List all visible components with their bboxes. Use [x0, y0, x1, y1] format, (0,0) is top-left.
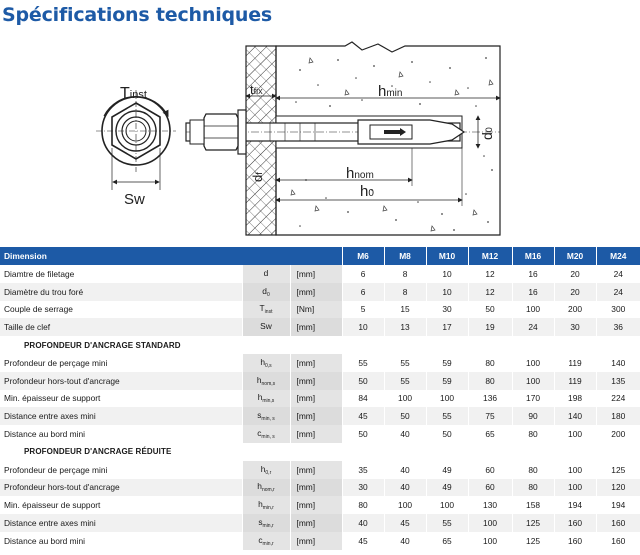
table-cell-value: 65 — [468, 425, 512, 443]
table-cell-value: 20 — [554, 265, 596, 283]
table-cell-value: 35 — [342, 461, 384, 479]
table-row — [0, 318, 640, 336]
row-symbol — [242, 265, 290, 283]
size-header: M24 — [596, 247, 640, 265]
table-cell-value: 50 — [426, 425, 468, 443]
table-cell-value: 160 — [554, 514, 596, 532]
row-label: Profondeur de perçage mini — [0, 354, 242, 372]
table-cell-value: 80 — [512, 461, 554, 479]
table-cell-value: 40 — [342, 514, 384, 532]
table-cell-value: 12 — [468, 265, 512, 283]
symbol-text: c — [258, 534, 263, 545]
row-symbol — [242, 283, 290, 301]
table-cell-value: 13 — [384, 318, 426, 336]
symbol-subscript: min,r — [262, 523, 274, 530]
row-label: Min. épaisseur de support — [0, 390, 242, 408]
table-row — [0, 496, 640, 514]
table-cell-value: 30 — [342, 479, 384, 497]
table-cell-value: 55 — [384, 354, 426, 372]
symbol-text: h — [260, 463, 266, 474]
size-header: M8 — [384, 247, 426, 265]
table-cell-value: 24 — [596, 265, 640, 283]
table-cell-value: 8 — [384, 283, 426, 301]
symbol-subscript: min,r — [262, 505, 274, 512]
table-row — [0, 354, 640, 372]
symbol-text: h — [257, 481, 262, 492]
table-cell-value: 100 — [554, 461, 596, 479]
symbol-text: s — [258, 517, 263, 528]
row-symbol — [242, 425, 290, 443]
row-symbol — [242, 354, 290, 372]
table-cell-value: 65 — [426, 532, 468, 550]
hnom-label: hnom — [346, 165, 374, 182]
table-row — [0, 479, 640, 497]
symbol-text: h — [257, 392, 263, 403]
table-cell-value: 119 — [554, 372, 596, 390]
section-header-row — [0, 336, 640, 354]
symbol-text: h — [256, 374, 262, 385]
symbol-text: d — [263, 267, 269, 278]
table-cell-value: 75 — [468, 407, 512, 425]
size-header: M20 — [554, 247, 596, 265]
row-label: Diamtre de filetage — [0, 265, 242, 283]
table-cell-value: 59 — [426, 372, 468, 390]
df-label: df — [250, 172, 265, 182]
row-label: Couple de serrage — [0, 301, 242, 319]
tfix-label: tfix — [250, 82, 263, 97]
row-unit: [mm] — [290, 407, 342, 425]
row-symbol — [242, 301, 290, 319]
section-title: PROFONDEUR D'ANCRAGE STANDARD — [0, 336, 640, 354]
table-cell-value: 136 — [468, 390, 512, 408]
table-cell-value: 80 — [512, 479, 554, 497]
table-cell-value: 200 — [596, 425, 640, 443]
symbol-subscript: nom,r — [261, 487, 275, 494]
table-cell-value: 17 — [426, 318, 468, 336]
table-cell-value: 100 — [468, 532, 512, 550]
table-cell-value: 50 — [384, 407, 426, 425]
table-cell-value: 224 — [596, 390, 640, 408]
size-header: M12 — [468, 247, 512, 265]
table-cell-value: 100 — [512, 301, 554, 319]
table-cell-value: 50 — [342, 425, 384, 443]
table-cell-value: 45 — [342, 407, 384, 425]
torque-label: Tinst — [120, 85, 147, 102]
row-label: Distance entre axes mini — [0, 514, 242, 532]
table-cell-value: 90 — [512, 407, 554, 425]
table-cell-value: 125 — [512, 532, 554, 550]
dimension-header: Dimension — [0, 247, 342, 265]
table-cell-value: 100 — [426, 390, 468, 408]
h0-label: h0 — [360, 183, 374, 200]
table-cell-value: 84 — [342, 390, 384, 408]
table-cell-value: 140 — [554, 407, 596, 425]
row-unit: [mm] — [290, 390, 342, 408]
row-unit: [mm] — [290, 354, 342, 372]
row-symbol — [242, 532, 290, 550]
table-cell-value: 49 — [426, 461, 468, 479]
table-cell-value: 120 — [596, 479, 640, 497]
table-cell-value: 194 — [554, 496, 596, 514]
row-unit: [mm] — [290, 496, 342, 514]
table-row — [0, 514, 640, 532]
table-cell-value: 30 — [554, 318, 596, 336]
d0-label: d0 — [479, 127, 495, 140]
row-symbol — [242, 496, 290, 514]
row-label: Min. épaisseur de support — [0, 496, 242, 514]
row-label: Distance au bord mini — [0, 425, 242, 443]
size-header: M16 — [512, 247, 554, 265]
symbol-subscript: 0 — [266, 291, 270, 298]
table-cell-value: 59 — [426, 354, 468, 372]
row-unit: [mm] — [290, 532, 342, 550]
table-cell-value: 45 — [384, 514, 426, 532]
table-cell-value: 100 — [554, 479, 596, 497]
table-cell-value: 50 — [342, 372, 384, 390]
table-cell-value: 19 — [468, 318, 512, 336]
symbol-text: d — [262, 285, 267, 296]
symbol-text: h — [260, 356, 265, 367]
page-title: Spécifications techniques — [2, 4, 273, 26]
symbol-text: T — [259, 303, 265, 314]
table-cell-value: 100 — [554, 425, 596, 443]
table-cell-value: 55 — [342, 354, 384, 372]
table-cell-value: 8 — [384, 265, 426, 283]
row-unit: [mm] — [290, 283, 342, 301]
table-cell-value: 119 — [554, 354, 596, 372]
row-unit: [mm] — [290, 461, 342, 479]
table-cell-value: 100 — [426, 496, 468, 514]
table-cell-value: 194 — [596, 496, 640, 514]
row-symbol — [242, 372, 290, 390]
table-cell-value: 80 — [512, 425, 554, 443]
symbol-subscript: min, s — [261, 416, 275, 423]
table-cell-value: 160 — [596, 532, 640, 550]
table-row — [0, 461, 640, 479]
table-cell-value: 55 — [426, 514, 468, 532]
table-cell-value: 125 — [596, 461, 640, 479]
row-label: Taille de clef — [0, 318, 242, 336]
table-cell-value: 170 — [512, 390, 554, 408]
table-row — [0, 390, 640, 408]
table-cell-value: 40 — [384, 461, 426, 479]
symbol-text: h — [258, 499, 263, 510]
table-cell-value: 24 — [512, 318, 554, 336]
table-cell-value: 55 — [426, 407, 468, 425]
table-cell-value: 50 — [468, 301, 512, 319]
table-cell-value: 30 — [426, 301, 468, 319]
row-label: Distance au bord mini — [0, 532, 242, 550]
table-cell-value: 55 — [384, 372, 426, 390]
row-symbol — [242, 461, 290, 479]
symbol-subscript: inst — [264, 309, 273, 316]
symbol-text: c — [257, 428, 262, 439]
table-cell-value: 45 — [342, 532, 384, 550]
symbol-subscript: min,r — [262, 540, 274, 547]
symbol-text: Sw — [260, 321, 272, 332]
table-cell-value: 80 — [468, 372, 512, 390]
table-row — [0, 532, 640, 550]
row-label: Distance entre axes mini — [0, 407, 242, 425]
table-cell-value: 36 — [596, 318, 640, 336]
row-unit: [mm] — [290, 372, 342, 390]
section-title: PROFONDEUR D'ANCRAGE RÉDUITE — [0, 443, 640, 461]
section-header-row — [0, 443, 640, 461]
symbol-subscript: nom,s — [261, 380, 276, 387]
row-symbol — [242, 318, 290, 336]
table-cell-value: 100 — [384, 496, 426, 514]
row-unit: [mm] — [290, 514, 342, 532]
table-cell-value: 10 — [342, 318, 384, 336]
table-row — [0, 425, 640, 443]
row-symbol — [242, 407, 290, 425]
specifications-table — [0, 247, 640, 550]
table-cell-value: 12 — [468, 283, 512, 301]
table-row — [0, 283, 640, 301]
table-cell-value: 135 — [596, 372, 640, 390]
row-symbol — [242, 514, 290, 532]
row-label: Profondeur de perçage mini — [0, 461, 242, 479]
table-header-row — [0, 247, 640, 265]
table-cell-value: 80 — [342, 496, 384, 514]
table-row — [0, 265, 640, 283]
row-symbol — [242, 479, 290, 497]
row-symbol — [242, 390, 290, 408]
table-cell-value: 20 — [554, 283, 596, 301]
table-cell-value: 16 — [512, 283, 554, 301]
symbol-subscript: 0,s — [265, 362, 272, 369]
table-cell-value: 100 — [512, 372, 554, 390]
symbol-subscript: min,s — [262, 398, 275, 405]
size-header: M10 — [426, 247, 468, 265]
anchor-technical-drawing — [0, 30, 640, 245]
size-header: M6 — [342, 247, 384, 265]
table-cell-value: 6 — [342, 283, 384, 301]
row-unit: [mm] — [290, 318, 342, 336]
symbol-subscript: min, s — [261, 434, 275, 441]
table-cell-value: 200 — [554, 301, 596, 319]
row-unit: [mm] — [290, 425, 342, 443]
hmin-label: hmin — [378, 83, 403, 100]
table-cell-value: 15 — [384, 301, 426, 319]
table-cell-value: 40 — [384, 479, 426, 497]
row-unit: [Nm] — [290, 301, 342, 319]
table-cell-value: 49 — [426, 479, 468, 497]
row-label: Profondeur hors-tout d'ancrage — [0, 372, 242, 390]
symbol-text: s — [257, 410, 262, 421]
table-row — [0, 301, 640, 319]
row-label: Profondeur hors-tout d'ancrage — [0, 479, 242, 497]
sw-label: Sw — [124, 191, 145, 208]
table-cell-value: 158 — [512, 496, 554, 514]
table-cell-value: 60 — [468, 461, 512, 479]
table-cell-value: 160 — [554, 532, 596, 550]
table-cell-value: 100 — [468, 514, 512, 532]
symbol-subscript: 0,r — [265, 469, 272, 476]
table-cell-value: 130 — [468, 496, 512, 514]
table-cell-value: 6 — [342, 265, 384, 283]
row-unit: [mm] — [290, 479, 342, 497]
table-cell-value: 100 — [384, 390, 426, 408]
table-cell-value: 180 — [596, 407, 640, 425]
table-cell-value: 125 — [512, 514, 554, 532]
table-cell-value: 10 — [426, 265, 468, 283]
table-cell-value: 5 — [342, 301, 384, 319]
table-cell-value: 40 — [384, 425, 426, 443]
table-cell-value: 40 — [384, 532, 426, 550]
row-label: Diamètre du trou foré — [0, 283, 242, 301]
table-cell-value: 16 — [512, 265, 554, 283]
nut-front-view — [96, 90, 176, 190]
table-cell-value: 24 — [596, 283, 640, 301]
table-cell-value: 10 — [426, 283, 468, 301]
table-row — [0, 372, 640, 390]
table-cell-value: 100 — [512, 354, 554, 372]
table-cell-value: 80 — [468, 354, 512, 372]
table-cell-value: 198 — [554, 390, 596, 408]
table-cell-value: 160 — [596, 514, 640, 532]
table-cell-value: 140 — [596, 354, 640, 372]
table-cell-value: 60 — [468, 479, 512, 497]
row-unit: [mm] — [290, 265, 342, 283]
table-row — [0, 407, 640, 425]
table-cell-value: 300 — [596, 301, 640, 319]
